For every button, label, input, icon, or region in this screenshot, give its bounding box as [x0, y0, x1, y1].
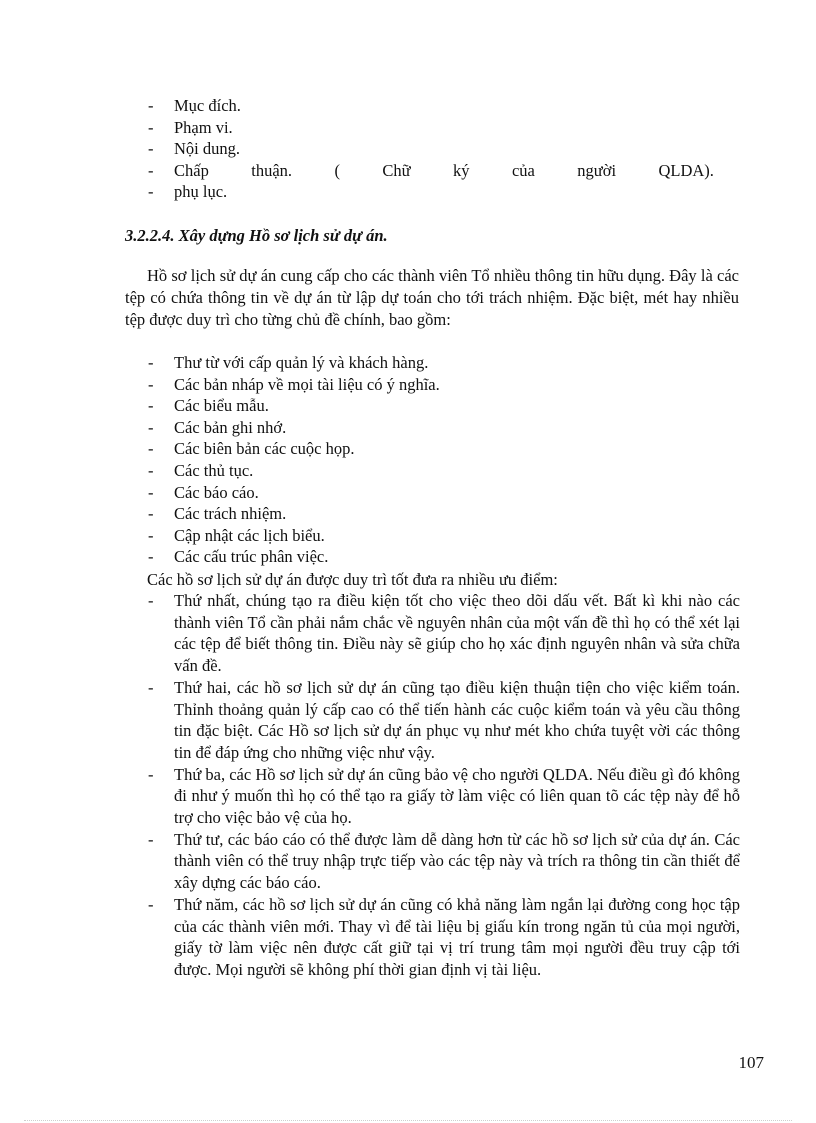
bullet-dash: - — [148, 482, 154, 502]
bullet-dash: - — [148, 525, 154, 545]
list-item: - Thư từ với cấp quản lý và khách hàng. — [148, 353, 429, 372]
list-item: - Các bản ghi nhớ. — [148, 417, 287, 437]
list-item: - phụ lục. — [148, 182, 228, 201]
bullet-dash: - — [148, 417, 154, 437]
bullet-dash: - — [148, 894, 154, 914]
bullet-dash: - — [148, 677, 154, 697]
bullet-dash: - — [148, 117, 154, 137]
bullet-dash: - — [148, 829, 154, 849]
file-topic-list — [148, 352, 740, 568]
advantage-item: - Thứ tư, các báo cáo có thể được làm dễ dàng hơn từ các hồ sơ lịch sử của dự án. Các thành viên có thể truy nhập trực tiếp vào các tệp này và trích ra thông tin cần thiết để xây dựng các báo cáo. — [148, 829, 740, 893]
list-item: - Các thủ tục. — [148, 460, 254, 480]
advantages-intro: Các hồ sơ lịch sử dự án được duy trì tốt đưa ra nhiều ưu điểm: — [147, 570, 558, 589]
list-item: - Phạm vi. — [148, 117, 233, 137]
bullet-dash: - — [148, 160, 154, 180]
list-item: - Các biểu mẫu. — [148, 396, 269, 416]
bullet-dash: - — [148, 591, 154, 610]
advantage-item: - Thứ hai, các hồ sơ lịch sử dự án cũng tạo điều kiện thuận tiện cho việc kiểm toán. Thỉnh thoảng quản lý cấp cao có thể tiến hành các cuộc kiểm toán và yêu cầu thông tin đặc biệt. Các Hồ sơ lịch sử dự án phục vụ như mét kho chứa tuyệt vời các thông tin để đáp ứng cho những việc như vậy. — [148, 677, 740, 762]
bullet-dash: - — [148, 504, 154, 524]
bullet-dash: - — [148, 182, 154, 201]
list-item: - Mục đích. — [148, 96, 241, 115]
bullet-dash: - — [148, 396, 154, 416]
section-heading: 3.2.2.4. Xây dựng Hồ sơ lịch sử dự án. — [125, 226, 388, 245]
list-item: - Các biên bản các cuộc họp. — [148, 439, 355, 459]
bullet-dash: - — [148, 547, 154, 567]
intro-paragraph: Hồ sơ lịch sử dự án cung cấp cho các thành viên Tổ nhiều thông tin hữu dụng. Đây là các tệp có chứa thông tin về dự án từ lập dự toán cho tới trách nhiệm. Đặc biệt, mét hay nhiều tệp được duy trì cho từng chủ đề chính, bao gồm: — [125, 266, 739, 329]
list-item: - Các bản nháp về mọi tài liệu có ý nghĩa. — [148, 374, 440, 394]
advantage-item: - Thứ năm, các hồ sơ lịch sử dự án cũng có khả năng làm ngắn lại đường cong học tập của các thành viên mới. Thay vì để tài liệu bị giấu kín trong ngăn tủ của mọi người, giấy tờ làm việc nên được cất giữ tại vị trí trung tâm mọi người đều truy cập tới được. Mọi người sẽ không phí thời gian định vị tài liệu. — [148, 894, 740, 979]
page-bottom-divider — [24, 1120, 792, 1121]
list-item: - Các cấu trúc phân việc. — [148, 547, 329, 567]
bullet-dash: - — [148, 139, 154, 158]
bullet-dash: - — [148, 460, 154, 480]
advantage-item: - Thứ nhất, chúng tạo ra điều kiện tốt cho việc theo dõi dấu vết. Bất kì khi nào các thành viên Tổ cần phải nắm chắc về nguyên nhân của một vấn đề thì họ có thể xét lại các tệp để biết thông tin. Điều này sẽ giúp cho họ xác định nguyên nhân và sửa chữa vấn đề. — [148, 591, 740, 676]
page-number: 107 — [738, 1053, 764, 1072]
bullet-dash: - — [148, 764, 154, 784]
bullet-dash: - — [148, 374, 154, 394]
bullet-dash: - — [148, 353, 154, 372]
bullet-dash: - — [148, 439, 154, 459]
list-item: - Cập nhật các lịch biểu. — [148, 525, 325, 545]
list-item: - Nội dung. — [148, 139, 240, 158]
list-item: - Các trách nhiệm. — [148, 504, 287, 524]
document-outline-list — [148, 95, 740, 203]
list-item: - Các báo cáo. — [148, 482, 259, 502]
list-item-approval — [148, 160, 740, 182]
advantages-list — [148, 590, 740, 981]
advantage-item: - Thứ ba, các Hồ sơ lịch sử dự án cũng bảo vệ cho người QLDA. Nếu điều gì đó không đi như ý muốn thì họ có thể tạo ra giấy tờ làm việc có liên quan tõ các tệp này để hỗ trợ cho việc bảo vệ của họ. — [148, 764, 740, 828]
bullet-dash: - — [148, 96, 154, 115]
approval-text: Chấp thuận. ( Chữ ký của người QLDA). — [174, 160, 714, 180]
